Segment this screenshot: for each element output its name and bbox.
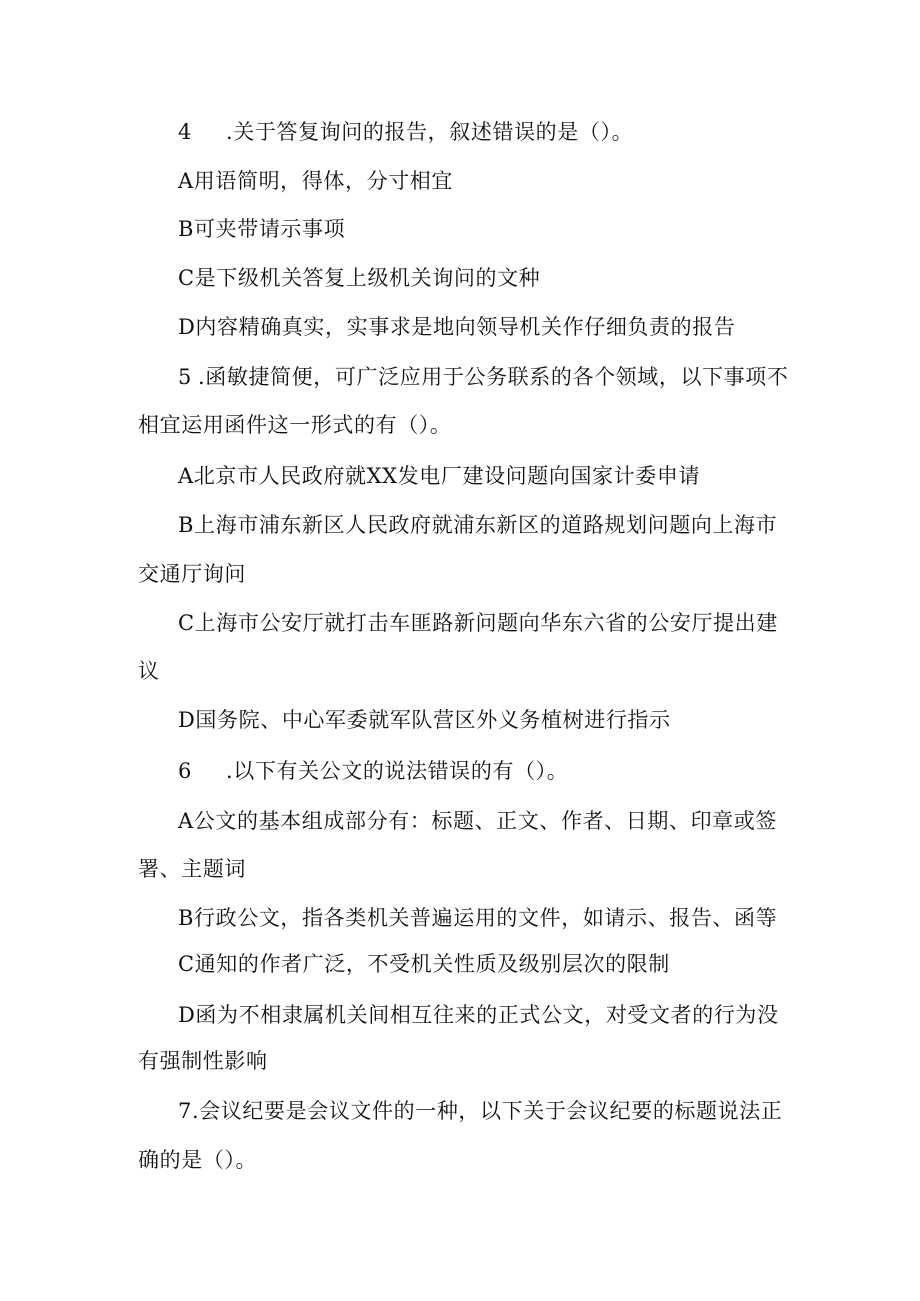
question-4-option-d: D内容精确真实，实事求是地向领导机关作仔细负责的报告 [178, 315, 736, 339]
question-6-option-d-line1: D函为不相隶属机关间相互往来的正式公文，对受文者的行为没 [178, 1003, 779, 1027]
question-6-text: .以下有关公文的说法错误的有（）。 [226, 759, 569, 783]
question-5-text-line2: 相宜运用函件这一形式的有（）。 [138, 413, 452, 437]
question-5-text-line1: .函敏捷简便，可广泛应用于公务联系的各个领域，以下事项不 [198, 365, 789, 389]
question-6-number: 6 [178, 759, 192, 783]
question-7-stem-line1: 7.会议纪要是会议文件的一种，以下关于会议纪要的标题说法正 [178, 1099, 783, 1123]
question-4-stem [178, 117, 633, 147]
question-7-stem-line2: 确的是（）。 [138, 1148, 258, 1172]
question-5-option-b-line2: 交通厅询问 [138, 562, 246, 586]
question-5-stem [178, 362, 788, 392]
question-5-option-c-line1: C上海市公安厅就打击车匪路新问题向华东六省的公安厅提出建 [178, 611, 778, 635]
question-6-option-a-line2: 署、主题词 [138, 857, 246, 881]
question-6-option-d-line2: 有强制性影响 [138, 1049, 268, 1073]
question-5-option-d: D国务院、中心军委就军队营区外义务植树进行指示 [178, 708, 671, 732]
question-5-option-c-line2: 议 [138, 659, 160, 683]
question-6-option-b: B行政公文，指各类机关普遍运用的文件，如请示、报告、函等 [178, 906, 778, 930]
question-6-option-a-line1: A公文的基本组成部分有：标题、正文、作者、日期、印章或签 [178, 809, 777, 833]
question-6-option-c: C通知的作者广泛，不受机关性质及级别层次的限制 [178, 952, 670, 976]
question-5-option-b-line1: B上海市浦东新区人民政府就浦东新区的道路规划问题向上海市 [178, 513, 778, 537]
question-4-option-b: B可夹带请示事项 [178, 217, 346, 241]
question-5-number: 5 [178, 365, 192, 389]
question-4-number: 4 [178, 120, 192, 144]
question-6-stem [178, 756, 568, 786]
question-5-option-a: A北京市人民政府就XX发电厂建设问题向国家计委申请 [178, 464, 701, 488]
question-4-option-a: A用语简明，得体，分寸相宜 [178, 169, 453, 193]
question-4-option-c: C是下级机关答复上级机关询问的文种 [178, 266, 541, 290]
question-4-text: .关于答复询问的报告，叙述错误的是（）。 [226, 120, 634, 144]
